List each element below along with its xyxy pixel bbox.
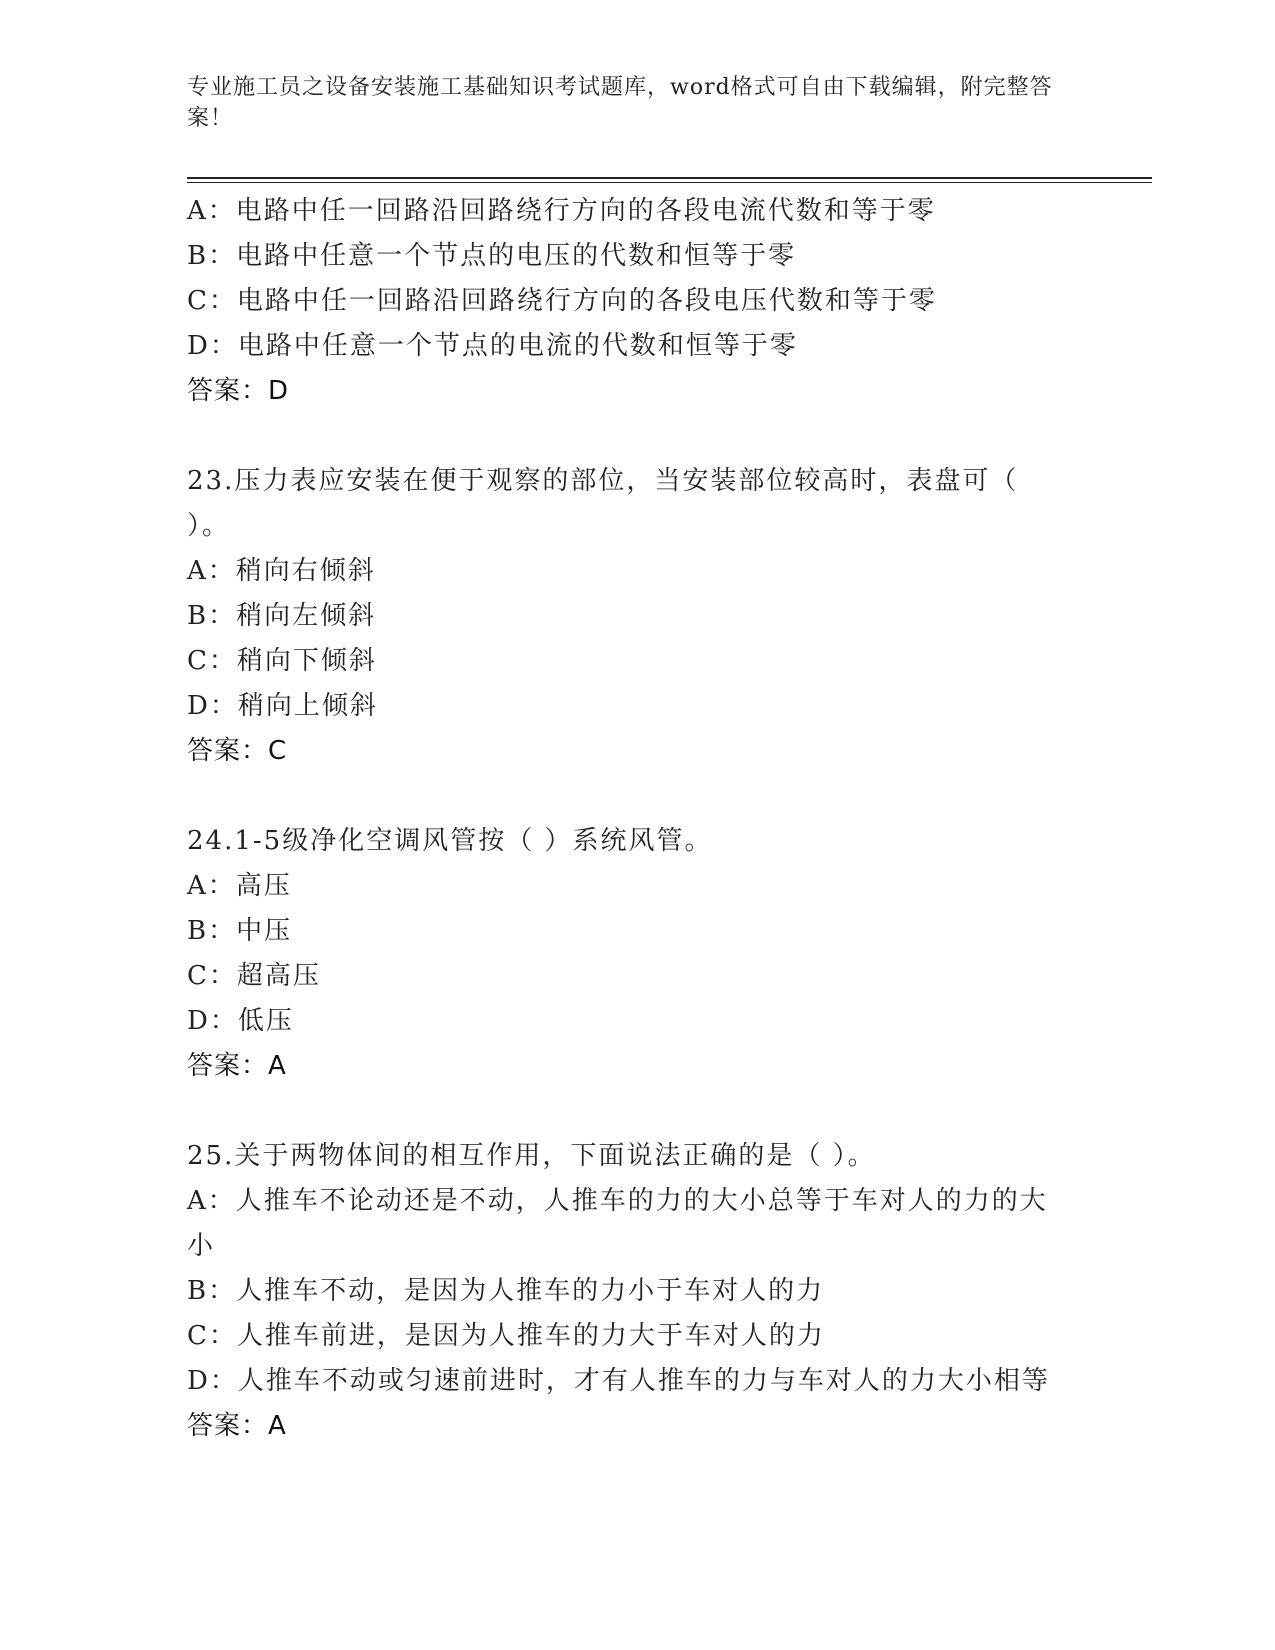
q25-option-c: C：人推车前进，是因为人推车的力大于车对人的力: [187, 1321, 825, 1351]
q25-option-a-line2: 小: [187, 1231, 216, 1261]
q25-option-d: D：人推车不动或匀速前进时，才有人推车的力与车对人的力大小相等: [187, 1366, 1050, 1396]
document-header: 专业施工员之设备安装施工基础知识考试题库，word格式可自由下载编辑，附完整答案！: [187, 75, 1053, 131]
q25-answer: 答案：A: [187, 1411, 287, 1441]
q25-option-a-line1: A：人推车不论动还是不动，人推车的力的大小总等于车对人的力的大: [187, 1186, 1048, 1216]
q23-option-d: D：稍向上倾斜: [187, 691, 378, 721]
q22-option-d: D：电路中任意一个节点的电流的代数和恒等于零: [187, 331, 798, 361]
q22-answer: 答案：D: [187, 376, 290, 406]
q23-option-a: A：稍向右倾斜: [187, 556, 376, 586]
q24-option-b: B：中压: [187, 916, 293, 946]
q23-option-c: C：稍向下倾斜: [187, 646, 377, 676]
header-divider-thick: [187, 177, 1152, 179]
q24-option-a: A：高压: [187, 871, 292, 901]
header-divider-thin: [187, 182, 1152, 183]
q25-stem: 25.关于两物体间的相互作用，下面说法正确的是（ ）。: [187, 1141, 876, 1171]
q23-stem-line2: ）。: [187, 511, 231, 541]
q22-option-a: A：电路中任一回路沿回路绕行方向的各段电流代数和等于零: [187, 196, 936, 226]
q24-stem: 24.1-5级净化空调风管按（ ）系统风管。: [187, 826, 713, 856]
q22-option-c: C：电路中任一回路沿回路绕行方向的各段电压代数和等于零: [187, 286, 937, 316]
q22-option-b: B：电路中任意一个节点的电压的代数和恒等于零: [187, 241, 797, 271]
q24-option-d: D：低压: [187, 1006, 294, 1036]
q23-answer: 答案：C: [187, 736, 288, 766]
q24-answer: 答案：A: [187, 1051, 287, 1081]
q25-option-b: B：人推车不动，是因为人推车的力小于车对人的力: [187, 1276, 825, 1306]
q24-option-c: C：超高压: [187, 961, 321, 991]
q23-option-b: B：稍向左倾斜: [187, 601, 377, 631]
q23-stem-line1: 23.压力表应安装在便于观察的部位，当安装部位较高时，表盘可（: [187, 466, 1019, 496]
